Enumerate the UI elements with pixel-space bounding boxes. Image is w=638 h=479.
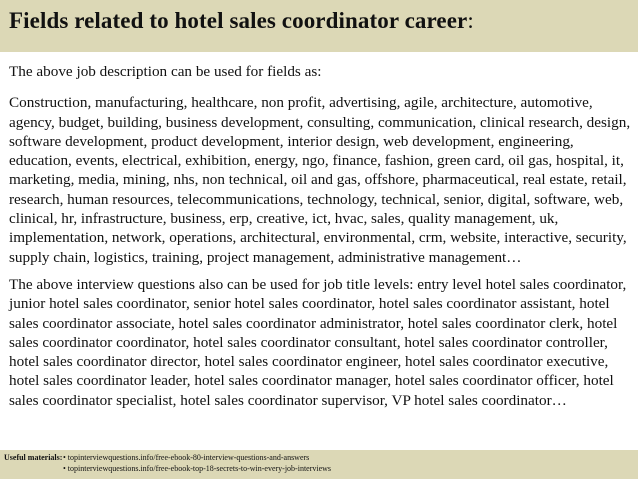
footer-row-1 [4, 452, 638, 463]
slide-title-text: Fields related to hotel sales coordinator career [9, 8, 468, 33]
slide-title-colon: : [467, 8, 474, 33]
job-levels-paragraph: The above interview questions also can be used for job title levels: entry level hotel sales coordinator, junior hotel sales coordinator, senior hotel sales coordinator, hotel sales coordinator assistant, hotel sales coordinator associate, hotel sales coordinator administrator, hotel sales coordinator clerk, hotel sales coordinator coordinator, hotel sales coordinator consultant, hotel sales coordinator controller, hotel sales coordinator director, hotel sales coordinator engineer, hotel sales coordinator executive, hotel sales coordinator leader, hotel sales coordinator manager, hotel sales coordinator officer, hotel sales coordinator specialist, hotel sales coordinator supervisor, VP hotel sales coordinator… [9, 275, 627, 409]
slide-body [9, 62, 633, 410]
ebook-link-2[interactable]: • topinterviewquestions.info/free-ebook-top-18-secrets-to-win-every-job-interviews [63, 464, 332, 473]
useful-materials-label-text: Useful materials [4, 453, 60, 462]
footer-row-2 [4, 463, 638, 474]
useful-materials-label [4, 452, 63, 463]
slide-title [9, 6, 638, 36]
useful-materials-label-colon: : [59, 453, 63, 462]
ebook-link-1[interactable]: • topinterviewquestions.info/free-ebook-80-interview-questions-and-answers [63, 453, 310, 462]
title-band [0, 0, 638, 52]
fields-paragraph: Construction, manufacturing, healthcare, non profit, advertising, agile, architecture, automotive, agency, budget, building, business development, consulting, communication, clinical research, design, software development, product development, interior design, web development, engineering, education, events, electrical, exhibition, energy, ngo, finance, fashion, green card, oil gas, hospital, it, marketing, media, mining, nhs, non technical, oil and gas, offshore, pharmaceutical, real estate, retail, research, human resources, telecommunications, technology, technical, senior, digital, software, web, clinical, hr, infrastructure, business, erp, creative, ict, hvac, sales, quality management, uk, implementation, network, operations, architectural, environmental, crm, website, interactive, security, supply chain, logistics, training, project management, administrative management… [9, 94, 631, 266]
intro-text: The above job description can be used for fields as: [9, 63, 322, 80]
footer-band [0, 450, 638, 479]
